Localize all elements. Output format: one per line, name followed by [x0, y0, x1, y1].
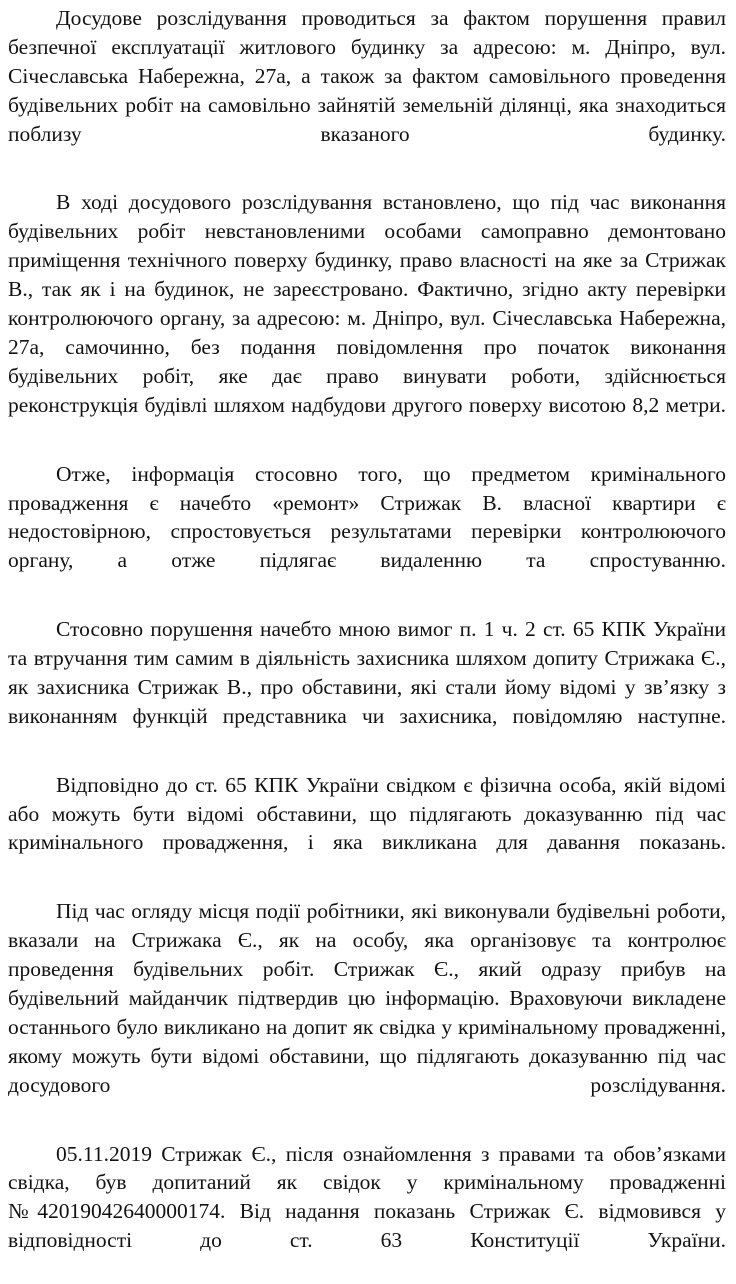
paragraph-2: В ході досудового розслідування встановлено, що під час виконання будівельних робіт невстановленими особами самоправно демонтовано приміщення технічного поверху будинку, право власності на яке за Стрижак В., так як і на будинок, не зареєстровано. Фактично, згідно акту перевірки контролюючого органу, за адресою: м. Дніпро, вул. Січеславська Набережна, 27а, самочинно, без подання повідомлення про початок виконання будівельних робіт, яке дає право винувати роботи, здійснюється реконструкція будівлі шляхом надбудови другого поверху висотою 8,2 метри. [8, 190, 726, 417]
paragraph-6: Під час огляду місця події робітники, які виконували будівельні роботи, вказали на Стрижака Є., як на особу, яка організовує та контролює проведення будівельних робіт. Стрижак Є., який одразу прибув на будівельний майданчик підтвердив цю інформацію. Враховуючи викладене останнього було викликано на допит як свідка у кримінальному провадженні, якому можуть бути відомі обставини, що підлягають доказуванню під час досудового розслідування. [8, 899, 726, 1097]
paragraph-1: Досудове розслідування проводиться за фактом порушення правил безпечної експлуатації житлового будинку за адресою: м. Дніпро, вул. Січеславська Набережна, 27а, а також за фактом самовільного проведення будівельних робіт на самовільно зайнятій земельній ділянці, яка знаходиться поблизу вказаного будинку. [8, 6, 726, 146]
paragraph-3: Отже, інформація стосовно того, що предметом кримінального провадження є начебто «ремонт» Стрижак В. власної квартири є недостовірною, спростовується результатами перевірки контролюючого органу, а отже підлягає видаленню та спростуванню. [8, 461, 726, 573]
paragraph-7: 05.11.2019 Стрижак Є., після ознайомлення з правами та обов’язками свідка, був допитаний як свідок у кримінальному провадженні №42019042640000174. Від надання показань Стрижак Є. відмовився у відповідності до ст. 63 Конституції України. [8, 1141, 726, 1253]
paragraph-5: Відповідно до ст. 65 КПК України свідком є фізична особа, якій відомі або можуть бути відомі обставини, що підлягають доказуванню під час кримінального провадження, і яка викликана для давання показань. [8, 772, 726, 855]
document-body [8, 4, 726, 1284]
paragraph-4: Стосовно порушення начебто мною вимог п. 1 ч. 2 ст. 65 КПК України та втручання тим самим в діяльність захисника шляхом допиту Стрижака Є., як захисника Стрижак В., про обставини, які стали йому відомі у зв’язку з виконанням функцій представника чи захисника, повідомляю наступне. [8, 617, 726, 728]
